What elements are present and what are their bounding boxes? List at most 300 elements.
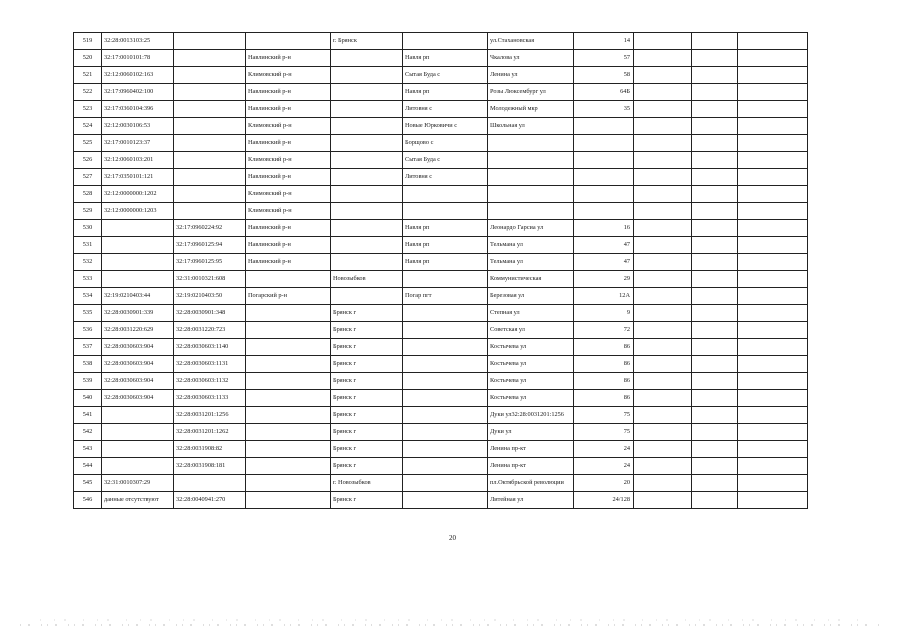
cell-empty xyxy=(634,458,692,475)
cell-district: Навлинский р-н xyxy=(246,169,331,186)
cell-cadastral-building xyxy=(174,152,246,169)
cell-empty xyxy=(738,254,808,271)
cell-empty xyxy=(634,237,692,254)
cell-street: Костычева ул xyxy=(488,390,574,407)
cell-cadastral-building: 32:28:0030901:348 xyxy=(174,305,246,322)
cell-number: 531 xyxy=(74,237,102,254)
cell-district: Климовский р-н xyxy=(246,67,331,84)
cell-district xyxy=(246,492,331,509)
table-row xyxy=(74,118,808,135)
cell-cadastral-building xyxy=(174,118,246,135)
table-row xyxy=(74,220,808,237)
cell-empty xyxy=(692,458,738,475)
cell-cadastral-building xyxy=(174,475,246,492)
cell-cadastral-land: 32:31:0010307:29 xyxy=(102,475,174,492)
cell-empty xyxy=(738,33,808,50)
cell-number: 542 xyxy=(74,424,102,441)
cell-street: Костычева ул xyxy=(488,356,574,373)
cell-house xyxy=(574,135,634,152)
cell-city: Брянск г xyxy=(331,390,403,407)
cell-empty xyxy=(738,50,808,67)
cell-street: пл.Октябрьской революции xyxy=(488,475,574,492)
cell-district xyxy=(246,322,331,339)
cell-locality xyxy=(403,271,488,288)
cell-empty xyxy=(692,33,738,50)
cell-number: 525 xyxy=(74,135,102,152)
cell-empty xyxy=(738,203,808,220)
cell-empty xyxy=(634,441,692,458)
cell-empty xyxy=(692,67,738,84)
cell-house xyxy=(574,169,634,186)
cell-street xyxy=(488,186,574,203)
cell-house: 24 xyxy=(574,458,634,475)
cell-empty xyxy=(738,373,808,390)
cell-house xyxy=(574,152,634,169)
cell-locality xyxy=(403,492,488,509)
cell-empty xyxy=(634,271,692,288)
cell-cadastral-land xyxy=(102,220,174,237)
cell-empty xyxy=(738,84,808,101)
cell-house: 29 xyxy=(574,271,634,288)
cell-district xyxy=(246,356,331,373)
table-row xyxy=(74,169,808,186)
cell-cadastral-land: 32:17:0010101:78 xyxy=(102,50,174,67)
cell-street: Чкалова ул xyxy=(488,50,574,67)
cell-empty xyxy=(738,390,808,407)
cell-empty xyxy=(692,492,738,509)
cell-locality: Литовня с xyxy=(403,101,488,118)
cell-empty xyxy=(692,441,738,458)
cell-locality xyxy=(403,458,488,475)
cell-empty xyxy=(738,152,808,169)
table-row xyxy=(74,101,808,118)
cell-house: 47 xyxy=(574,237,634,254)
cell-empty xyxy=(634,254,692,271)
cell-number: 527 xyxy=(74,169,102,186)
cell-cadastral-building xyxy=(174,33,246,50)
table-row xyxy=(74,288,808,305)
cell-empty xyxy=(738,67,808,84)
cell-cadastral-building: 32:17:0960224:92 xyxy=(174,220,246,237)
cell-locality xyxy=(403,322,488,339)
cell-cadastral-land xyxy=(102,458,174,475)
cell-cadastral-building: 32:28:0031220:723 xyxy=(174,322,246,339)
cell-empty xyxy=(692,186,738,203)
cell-city: Брянск г xyxy=(331,407,403,424)
cell-empty xyxy=(738,458,808,475)
cell-empty xyxy=(634,390,692,407)
cell-district xyxy=(246,339,331,356)
cell-house: 14 xyxy=(574,33,634,50)
cell-district: Навлинский р-н xyxy=(246,220,331,237)
cell-street: Костычева ул xyxy=(488,373,574,390)
cell-cadastral-land: 32:19:0210403:44 xyxy=(102,288,174,305)
table-row xyxy=(74,339,808,356)
cell-street: ул.Стахановская xyxy=(488,33,574,50)
table-row xyxy=(74,390,808,407)
cell-city xyxy=(331,135,403,152)
cell-district: Навлинский р-н xyxy=(246,135,331,152)
cell-city xyxy=(331,220,403,237)
cell-empty xyxy=(692,237,738,254)
cell-cadastral-building: 32:28:0031908:82 xyxy=(174,441,246,458)
cell-number: 526 xyxy=(74,152,102,169)
cell-empty xyxy=(634,186,692,203)
cell-cadastral-building xyxy=(174,186,246,203)
cell-empty xyxy=(738,407,808,424)
cell-cadastral-building: 32:28:0031201:1262 xyxy=(174,424,246,441)
cell-cadastral-building xyxy=(174,169,246,186)
cell-district xyxy=(246,424,331,441)
cell-city xyxy=(331,67,403,84)
cell-cadastral-building: 32:28:0031908:181 xyxy=(174,458,246,475)
cell-locality xyxy=(403,390,488,407)
cell-house: 86 xyxy=(574,339,634,356)
cell-locality: Навля рп xyxy=(403,50,488,67)
cell-cadastral-building: 32:28:0030603:1131 xyxy=(174,356,246,373)
cell-empty xyxy=(738,424,808,441)
cell-empty xyxy=(738,237,808,254)
table-row xyxy=(74,458,808,475)
cell-district: Климовский р-н xyxy=(246,118,331,135)
cell-city: Брянск г xyxy=(331,458,403,475)
cell-empty xyxy=(692,271,738,288)
cell-street: Литейная ул xyxy=(488,492,574,509)
cell-cadastral-building xyxy=(174,67,246,84)
cell-street: Дуки ул32:28:0031201:1256 xyxy=(488,407,574,424)
cell-empty xyxy=(634,220,692,237)
cell-house xyxy=(574,203,634,220)
cell-house: 12А xyxy=(574,288,634,305)
cell-city: Брянск г xyxy=(331,356,403,373)
cell-district: Климовский р-н xyxy=(246,203,331,220)
cell-street: Тельмана ул xyxy=(488,254,574,271)
cell-cadastral-land xyxy=(102,407,174,424)
cell-empty xyxy=(738,339,808,356)
cell-cadastral-building xyxy=(174,84,246,101)
cell-empty xyxy=(692,356,738,373)
cell-city: Брянск г xyxy=(331,373,403,390)
cell-number: 543 xyxy=(74,441,102,458)
cell-street: Леонардо Гарсиа ул xyxy=(488,220,574,237)
cell-number: 521 xyxy=(74,67,102,84)
cell-cadastral-land xyxy=(102,271,174,288)
cell-empty xyxy=(692,220,738,237)
cell-district: Навлинский р-н xyxy=(246,101,331,118)
cell-empty xyxy=(692,390,738,407)
cell-empty xyxy=(634,475,692,492)
cell-cadastral-land: 32:12:0000000:1202 xyxy=(102,186,174,203)
cell-locality xyxy=(403,373,488,390)
cell-house: 64Б xyxy=(574,84,634,101)
cell-empty xyxy=(634,305,692,322)
cell-empty xyxy=(738,305,808,322)
cell-cadastral-building: 32:17:0960125:94 xyxy=(174,237,246,254)
cell-empty xyxy=(738,475,808,492)
cell-street xyxy=(488,152,574,169)
cell-number: 524 xyxy=(74,118,102,135)
cell-empty xyxy=(692,84,738,101)
cell-empty xyxy=(738,220,808,237)
cell-empty xyxy=(738,118,808,135)
cell-number: 541 xyxy=(74,407,102,424)
cell-cadastral-building: 32:17:0960125:95 xyxy=(174,254,246,271)
cell-district: Климовский р-н xyxy=(246,152,331,169)
cell-street: Молодежный мкр xyxy=(488,101,574,118)
cell-cadastral-land: 32:28:0030901:339 xyxy=(102,305,174,322)
cell-cadastral-land: 32:17:0960402:100 xyxy=(102,84,174,101)
cell-empty xyxy=(634,33,692,50)
cell-number: 533 xyxy=(74,271,102,288)
cell-house: 72 xyxy=(574,322,634,339)
table-body xyxy=(74,33,808,509)
cell-locality: Навля рп xyxy=(403,84,488,101)
cell-locality xyxy=(403,424,488,441)
cell-cadastral-building: 32:31:0010321:608 xyxy=(174,271,246,288)
cell-cadastral-land xyxy=(102,441,174,458)
cell-city: Брянск г xyxy=(331,441,403,458)
cell-empty xyxy=(692,373,738,390)
table-row xyxy=(74,407,808,424)
cell-locality xyxy=(403,33,488,50)
cell-empty xyxy=(634,135,692,152)
cell-house: 86 xyxy=(574,390,634,407)
cell-street: Советская ул xyxy=(488,322,574,339)
cell-cadastral-building: 32:28:0040941:270 xyxy=(174,492,246,509)
cell-empty xyxy=(634,288,692,305)
cell-cadastral-land: данные отсутствуют xyxy=(102,492,174,509)
cell-empty xyxy=(692,254,738,271)
cell-district: Навлинский р-н xyxy=(246,50,331,67)
cell-number: 519 xyxy=(74,33,102,50)
cell-district xyxy=(246,305,331,322)
cell-empty xyxy=(634,407,692,424)
cell-district xyxy=(246,458,331,475)
cell-house: 24/128 xyxy=(574,492,634,509)
cell-locality: Литовня с xyxy=(403,169,488,186)
cell-city: Брянск г xyxy=(331,305,403,322)
cell-empty xyxy=(634,356,692,373)
cell-empty xyxy=(738,441,808,458)
cell-cadastral-land xyxy=(102,237,174,254)
cell-cadastral-building: 32:19:0210403:50 xyxy=(174,288,246,305)
cell-city xyxy=(331,152,403,169)
cell-empty xyxy=(692,118,738,135)
cell-empty xyxy=(634,50,692,67)
cell-number: 545 xyxy=(74,475,102,492)
cell-number: 536 xyxy=(74,322,102,339)
cell-empty xyxy=(738,186,808,203)
cell-district xyxy=(246,441,331,458)
cell-city xyxy=(331,84,403,101)
cell-empty xyxy=(692,288,738,305)
cell-street xyxy=(488,135,574,152)
cell-district: Климовский р-н xyxy=(246,186,331,203)
table-row xyxy=(74,475,808,492)
cell-number: 540 xyxy=(74,390,102,407)
cell-empty xyxy=(692,101,738,118)
table-row xyxy=(74,322,808,339)
cell-locality: Новые Юрковичи с xyxy=(403,118,488,135)
cell-cadastral-land: 32:12:0000000:1203 xyxy=(102,203,174,220)
cell-empty xyxy=(634,169,692,186)
cell-house: 20 xyxy=(574,475,634,492)
cell-empty xyxy=(738,356,808,373)
cell-house: 58 xyxy=(574,67,634,84)
cell-district xyxy=(246,271,331,288)
cell-empty xyxy=(738,492,808,509)
cell-city: Новозыбков xyxy=(331,271,403,288)
table-row xyxy=(74,33,808,50)
cell-number: 529 xyxy=(74,203,102,220)
cell-street: Ленина пр-кт xyxy=(488,458,574,475)
cell-city xyxy=(331,101,403,118)
cell-street: Тельмана ул xyxy=(488,237,574,254)
cell-number: 538 xyxy=(74,356,102,373)
table-row xyxy=(74,356,808,373)
cell-house: 86 xyxy=(574,373,634,390)
cell-number: 539 xyxy=(74,373,102,390)
table-row xyxy=(74,186,808,203)
cell-empty xyxy=(634,84,692,101)
table-row xyxy=(74,67,808,84)
cell-locality: Сытая Буда с xyxy=(403,67,488,84)
cell-number: 544 xyxy=(74,458,102,475)
cell-empty xyxy=(738,271,808,288)
cell-cadastral-building xyxy=(174,50,246,67)
cell-city: Брянск г xyxy=(331,339,403,356)
table-row xyxy=(74,305,808,322)
cell-district xyxy=(246,373,331,390)
cell-empty xyxy=(634,118,692,135)
cell-cadastral-land: 32:28:0030603:904 xyxy=(102,390,174,407)
cell-number: 546 xyxy=(74,492,102,509)
cell-house: 75 xyxy=(574,407,634,424)
page-number: 20 xyxy=(449,534,456,542)
cell-street: Коммунистическая xyxy=(488,271,574,288)
cell-city xyxy=(331,50,403,67)
cell-locality xyxy=(403,407,488,424)
table-row xyxy=(74,50,808,67)
table-row xyxy=(74,373,808,390)
cell-street: Ленина ул xyxy=(488,67,574,84)
cell-empty xyxy=(692,305,738,322)
cell-city xyxy=(331,254,403,271)
cell-empty xyxy=(692,152,738,169)
table-row xyxy=(74,424,808,441)
cell-empty xyxy=(692,424,738,441)
cell-locality xyxy=(403,305,488,322)
cell-street xyxy=(488,169,574,186)
cell-district xyxy=(246,407,331,424)
cell-empty xyxy=(692,169,738,186)
cell-empty xyxy=(692,339,738,356)
cell-cadastral-building xyxy=(174,203,246,220)
cell-city xyxy=(331,237,403,254)
table-row xyxy=(74,492,808,509)
cell-empty xyxy=(738,101,808,118)
cell-cadastral-building: 32:28:0030603:1133 xyxy=(174,390,246,407)
cell-house xyxy=(574,118,634,135)
cell-city xyxy=(331,186,403,203)
cell-house: 9 xyxy=(574,305,634,322)
cell-cadastral-building: 32:28:0030603:1140 xyxy=(174,339,246,356)
cell-empty xyxy=(738,135,808,152)
cell-cadastral-building xyxy=(174,101,246,118)
cell-cadastral-land xyxy=(102,254,174,271)
cell-number: 522 xyxy=(74,84,102,101)
cell-district: Навлинский р-н xyxy=(246,254,331,271)
table-row xyxy=(74,271,808,288)
table-row xyxy=(74,203,808,220)
cell-city xyxy=(331,288,403,305)
table-row xyxy=(74,135,808,152)
cell-street: Костычева ул xyxy=(488,339,574,356)
cell-empty xyxy=(634,67,692,84)
cell-cadastral-building xyxy=(174,135,246,152)
cell-empty xyxy=(634,322,692,339)
cell-cadastral-land xyxy=(102,424,174,441)
cell-empty xyxy=(634,152,692,169)
cell-cadastral-land: 32:28:0030603:904 xyxy=(102,356,174,373)
cell-cadastral-land: 32:17:0010123:37 xyxy=(102,135,174,152)
cell-empty xyxy=(634,492,692,509)
cell-city xyxy=(331,169,403,186)
cell-house xyxy=(574,186,634,203)
cell-empty xyxy=(634,203,692,220)
cell-cadastral-land: 32:28:0013103:25 xyxy=(102,33,174,50)
cell-district xyxy=(246,33,331,50)
cell-number: 520 xyxy=(74,50,102,67)
cell-city xyxy=(331,203,403,220)
cell-city: г. Брянск xyxy=(331,33,403,50)
cell-empty xyxy=(692,135,738,152)
cell-house: 24 xyxy=(574,441,634,458)
cell-house: 75 xyxy=(574,424,634,441)
cell-cadastral-land: 32:28:0030603:904 xyxy=(102,373,174,390)
cell-number: 534 xyxy=(74,288,102,305)
cell-locality xyxy=(403,186,488,203)
cell-locality xyxy=(403,356,488,373)
cell-empty xyxy=(692,475,738,492)
cell-locality xyxy=(403,203,488,220)
cell-locality: Сытая Буда с xyxy=(403,152,488,169)
cell-district: Погарский р-н xyxy=(246,288,331,305)
table-row xyxy=(74,254,808,271)
cell-house: 35 xyxy=(574,101,634,118)
cell-empty xyxy=(738,288,808,305)
cell-street: Березовая ул xyxy=(488,288,574,305)
cell-street: Розы Люксембург ул xyxy=(488,84,574,101)
cell-number: 530 xyxy=(74,220,102,237)
cell-district: Навлинский р-н xyxy=(246,84,331,101)
table-row xyxy=(74,152,808,169)
cell-number: 535 xyxy=(74,305,102,322)
cell-cadastral-land: 32:12:0030106:53 xyxy=(102,118,174,135)
cell-cadastral-land: 32:28:0030603:904 xyxy=(102,339,174,356)
table-row xyxy=(74,441,808,458)
cell-empty xyxy=(738,169,808,186)
cell-empty xyxy=(738,322,808,339)
cell-locality xyxy=(403,475,488,492)
cell-district xyxy=(246,475,331,492)
cell-city: г. Новозыбков xyxy=(331,475,403,492)
cell-city: Брянск г xyxy=(331,322,403,339)
cell-cadastral-land: 32:12:0060102:163 xyxy=(102,67,174,84)
cell-house: 16 xyxy=(574,220,634,237)
cell-empty xyxy=(634,373,692,390)
cell-locality: Навля рп xyxy=(403,220,488,237)
